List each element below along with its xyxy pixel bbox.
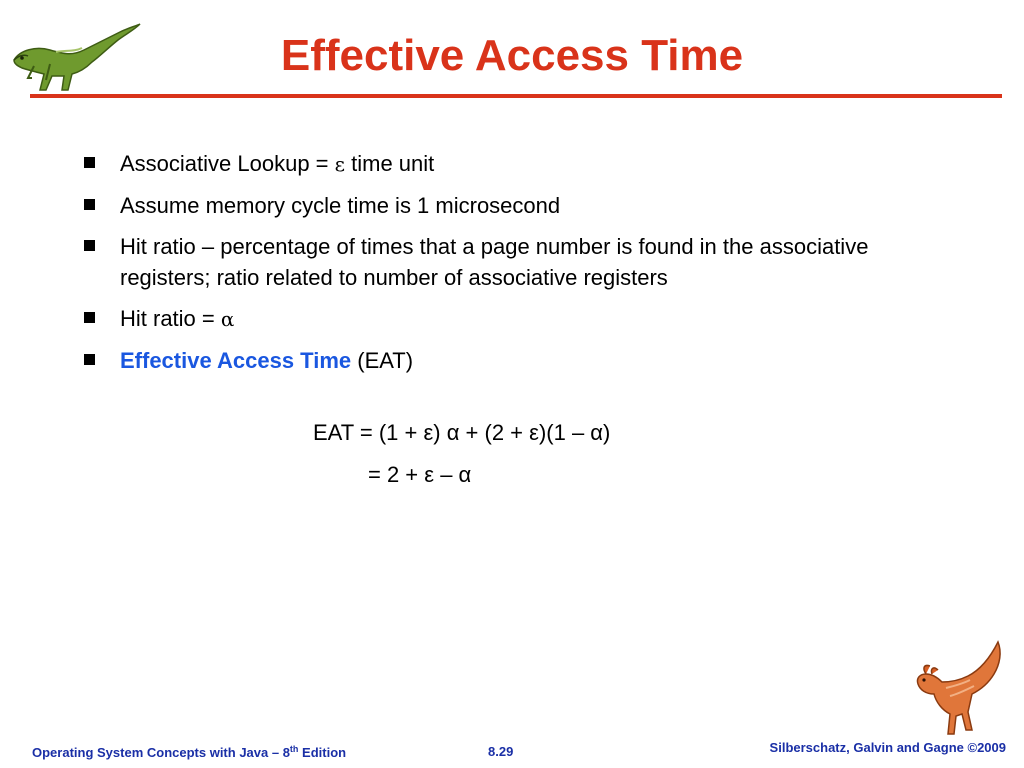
bullet-text: Assume memory cycle time is 1 microsecond (120, 193, 561, 218)
footer-authors: Silberschatz, Galvin and Gagne ©2009 (769, 740, 1006, 755)
bullet-text-tail: (EAT) (351, 348, 414, 373)
bullet-square-icon (84, 354, 95, 365)
bullet-hit-ratio-definition (80, 231, 880, 293)
eat-formula-line-2: = 2 + ε – α (368, 462, 472, 487)
slide-title: Effective Access Time (280, 31, 744, 80)
bullet-hit-ratio-alpha (80, 303, 880, 335)
orange-dinosaur-icon (906, 638, 1012, 744)
footer-edition-text: Edition (298, 745, 347, 760)
bullet-text: Hit ratio = (120, 306, 221, 331)
footer-book-title (32, 744, 346, 760)
bullet-associative-lookup (80, 148, 880, 180)
eat-highlight: Effective Access Time (120, 348, 352, 373)
bullet-square-icon (84, 240, 95, 251)
title-underline (30, 94, 1002, 98)
epsilon-symbol: ε (334, 152, 346, 176)
bullet-text: Associative Lookup = (120, 151, 335, 176)
eat-formula-line-1: EAT = (1 + ε) α + (2 + ε)(1 – α) (313, 420, 611, 445)
bullet-square-icon (84, 312, 95, 323)
footer-book-text: Operating System Concepts with Java – 8 (32, 745, 290, 760)
green-dinosaur-icon (10, 20, 142, 94)
bullet-eat (80, 345, 880, 376)
footer-page-number: 8.29 (488, 744, 514, 759)
bullet-memory-cycle (80, 190, 880, 221)
footer-superscript: th (289, 744, 299, 754)
bullet-square-icon (84, 157, 95, 168)
bullet-list (80, 148, 880, 386)
bullet-text: Hit ratio – percentage of times that a page number is found in the associative registers; ratio related to number of associative registers (120, 234, 869, 290)
bullet-text-tail: time unit (345, 151, 435, 176)
bullet-square-icon (84, 199, 95, 210)
alpha-symbol: α (220, 307, 235, 331)
